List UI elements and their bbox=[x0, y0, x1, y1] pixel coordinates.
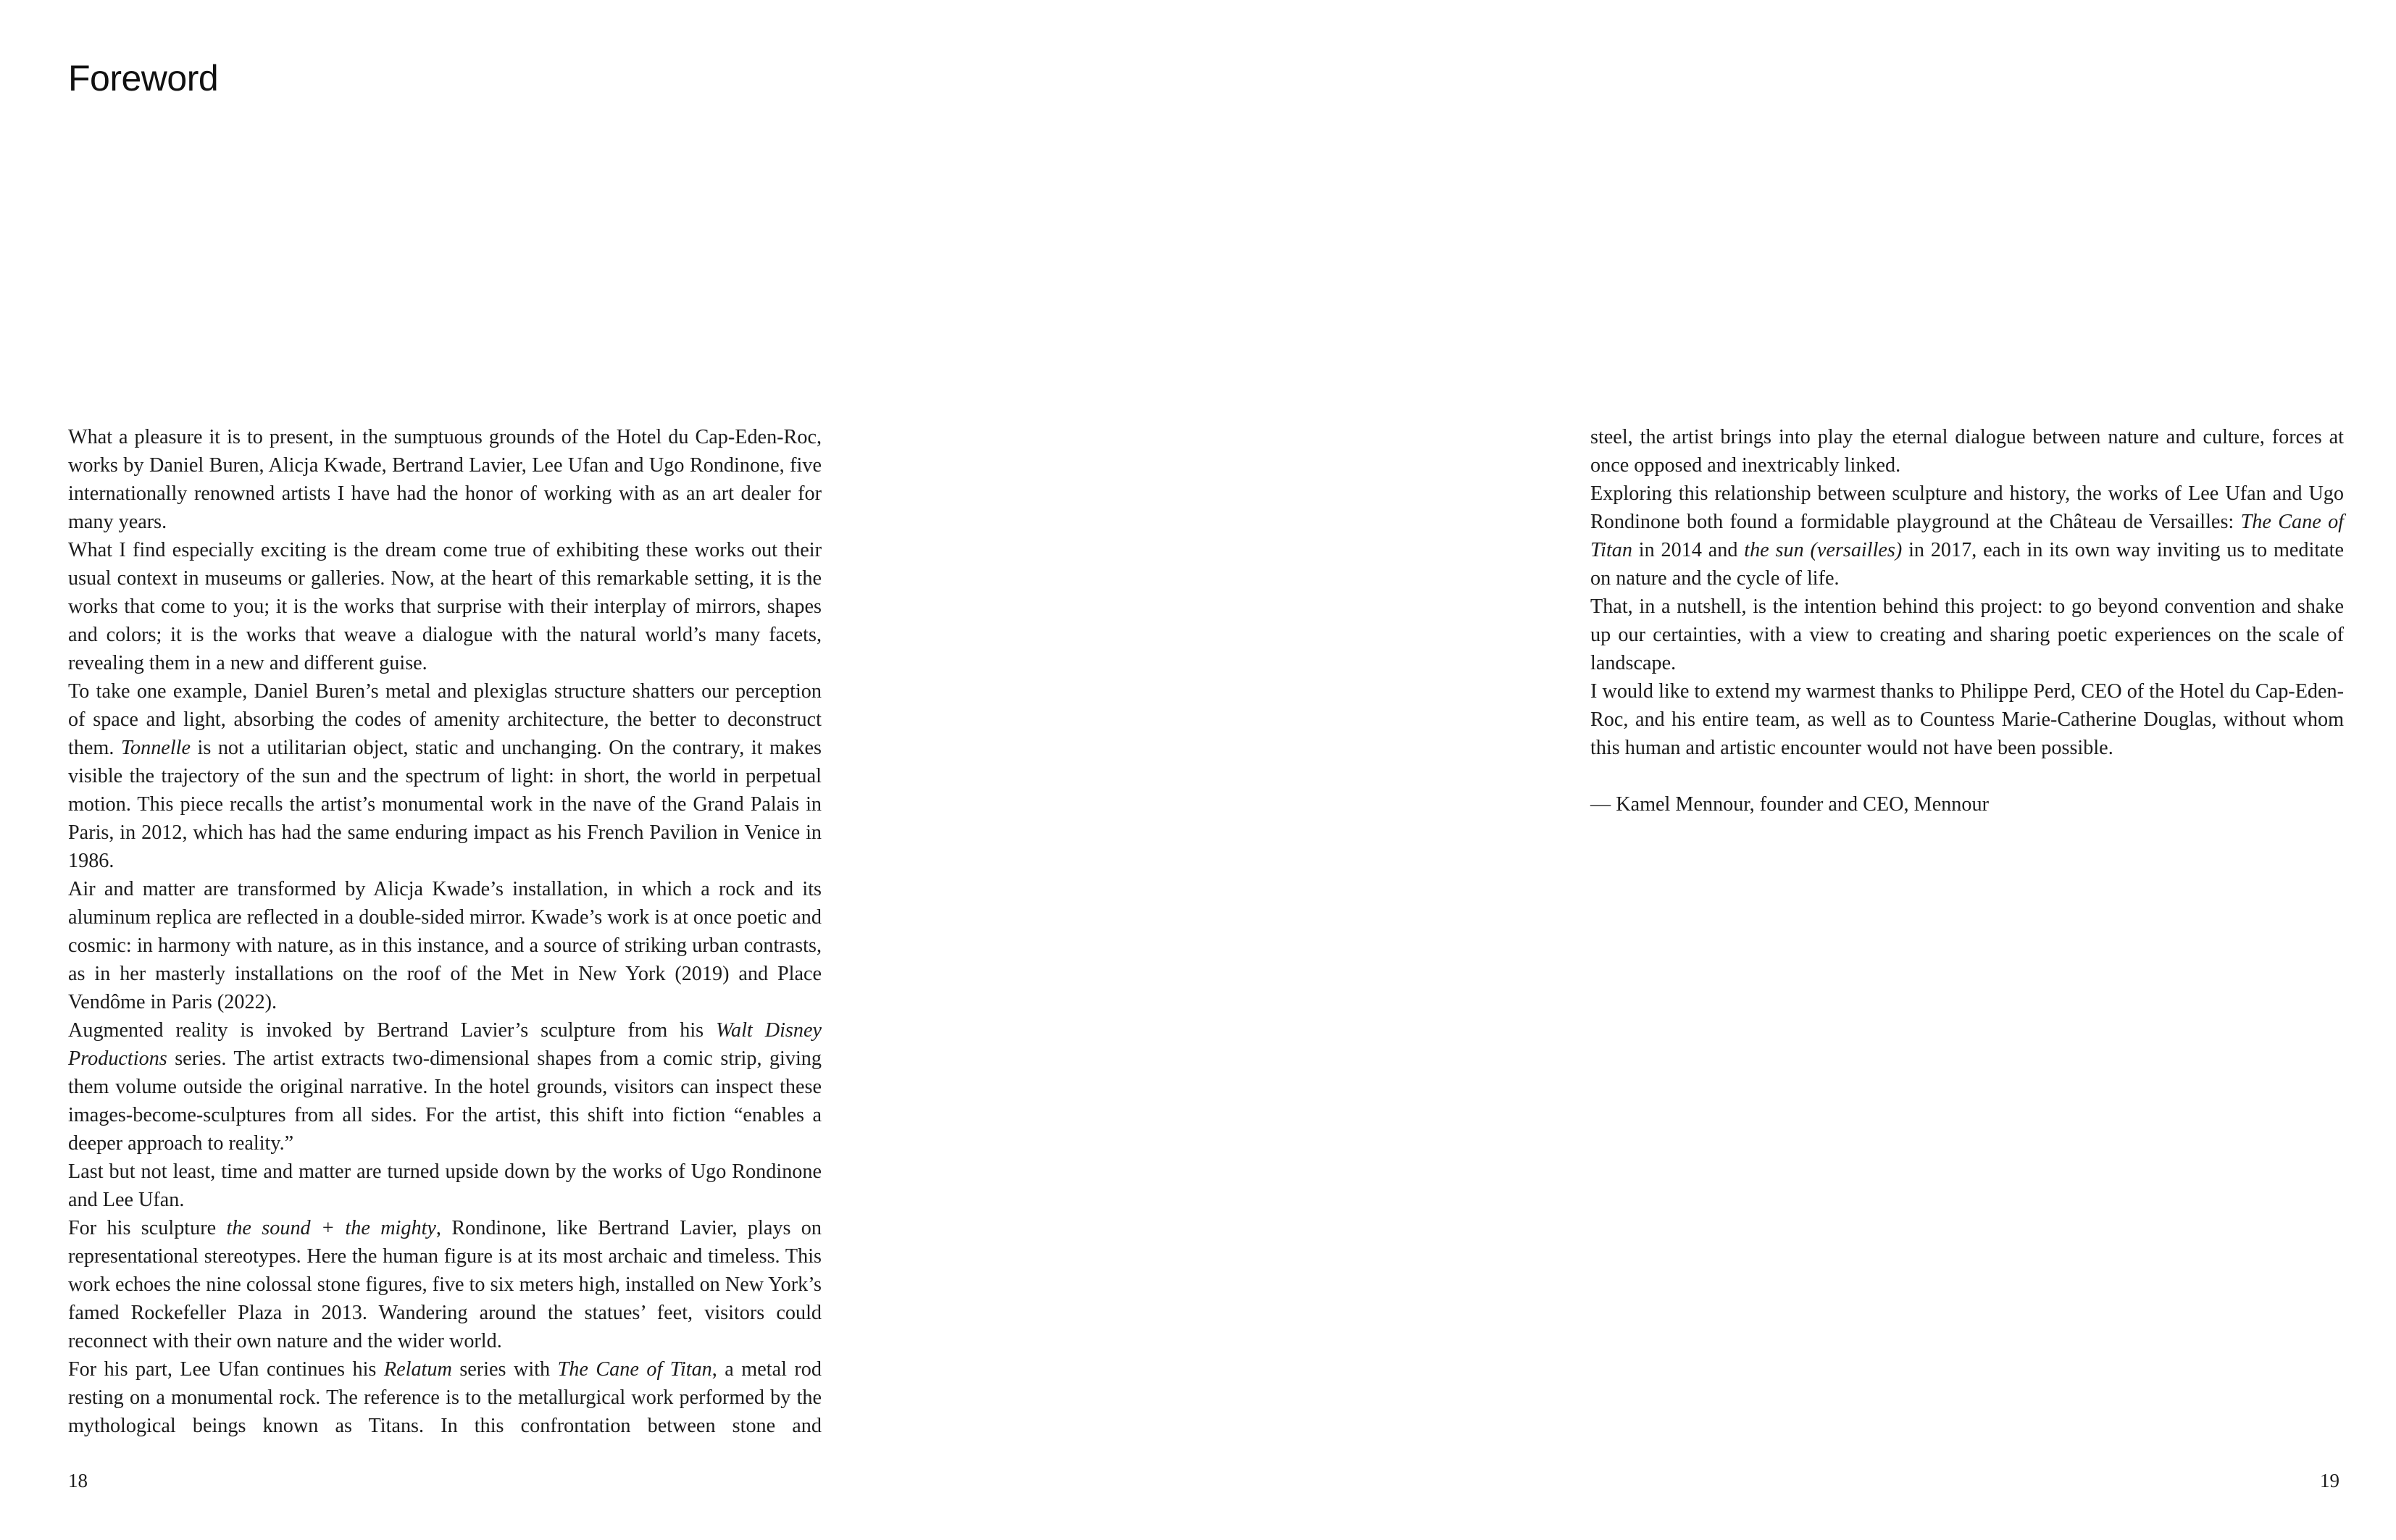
italic-title: The Cane of Titan bbox=[1590, 511, 2344, 561]
text-run: , a metal rod resting on a monumental rock. The reference is to the metallurgical work performed by the mythological beings known as Titans. In this confrontation between stone and bbox=[68, 1358, 822, 1437]
paragraph bbox=[68, 423, 822, 536]
page-number-right: 19 bbox=[2320, 1470, 2339, 1491]
paragraph bbox=[68, 875, 822, 1016]
page-title: Foreword bbox=[68, 58, 219, 99]
paragraph bbox=[1590, 423, 2344, 480]
paragraph bbox=[68, 1355, 822, 1440]
right-page bbox=[1198, 0, 2396, 1540]
text-run: For his sculpture bbox=[68, 1217, 227, 1239]
text-run: Last but not least, time and matter are turned upside down by the works of Ugo Rondinone and Lee Ufan. bbox=[68, 1160, 822, 1211]
paragraph bbox=[68, 677, 822, 875]
text-run: steel, the artist brings into play the eternal dialogue between nature and culture, forces at once opposed and inextricably linked. bbox=[1590, 426, 2344, 477]
text-run: Exploring this relationship between sculpture and history, the works of Lee Ufan and Ugo Rondinone both found a formidable playground at the Château de Versailles: bbox=[1590, 482, 2344, 533]
paragraph bbox=[68, 536, 822, 677]
page-number-left: 18 bbox=[68, 1470, 88, 1491]
text-run: is not a utilitarian object, static and unchanging. On the contrary, it makes visible the trajectory of the sun and the spectrum of light: in short, the world in perpetual motion. This piece recalls the artist’s monumental work in the nave of the Grand Palais in Paris, in 2012, which has had the same enduring impact as his French Pavilion in Venice in 1986. bbox=[68, 737, 822, 872]
left-body-text bbox=[68, 423, 822, 1440]
text-run: Air and matter are transformed by Alicja Kwade’s installation, in which a rock and its aluminum replica are reflected in a double-sided mirror. Kwade’s work is at once poetic and cosmic: in harmony with nature, as in this instance, and a source of striking urban contrasts, as in her masterly installations on the roof of the Met in New York (2019) and Place Vendôme in Paris (2022). bbox=[68, 878, 822, 1013]
italic-title: the sun (versailles) bbox=[1744, 539, 1903, 561]
text-run: series with bbox=[451, 1358, 558, 1381]
paragraph bbox=[68, 1214, 822, 1355]
text-run: in 2014 and bbox=[1632, 539, 1745, 561]
text-run: That, in a nutshell, is the intention behind this project: to go beyond convention and shake up our certainties, with a view to creating and sharing poetic experiences on the scale of landscape. bbox=[1590, 595, 2344, 674]
text-run: I would like to extend my warmest thanks to Philippe Perd, CEO of the Hotel du Cap-Eden-Roc, and his entire team, as well as to Countess Marie-Catherine Douglas, without whom this human and artistic encounter would not have been possible. bbox=[1590, 680, 2344, 759]
text-run: What a pleasure it is to present, in the sumptuous grounds of the Hotel du Cap-Eden-Roc, works by Daniel Buren, Alicja Kwade, Bertrand Lavier, Lee Ufan and Ugo Rondinone, five internationally renowned artists I have had the honor of working with as an art dealer for many years. bbox=[68, 426, 822, 533]
paragraph bbox=[68, 1158, 822, 1214]
text-run: in 2017, each in its own way inviting us to meditate on nature and the cycle of life. bbox=[1590, 539, 2344, 590]
italic-title: The Cane of Titan bbox=[557, 1358, 712, 1381]
text-run: What I find especially exciting is the dream come true of exhibiting these works out their usual context in museums or galleries. Now, at the heart of this remarkable setting, it is the works that come to you; it is the works that surprise with their interplay of mirrors, shapes and colors; it is the works that weave a dialogue with the natural world’s many facets, revealing them in a new and different guise. bbox=[68, 539, 822, 674]
signature: — Kamel Mennour, founder and CEO, Mennour bbox=[1590, 793, 1989, 816]
paragraph bbox=[68, 1016, 822, 1158]
paragraph bbox=[1590, 593, 2344, 677]
paragraph bbox=[1590, 480, 2344, 593]
italic-title: Walt Disney Productions bbox=[68, 1019, 822, 1070]
text-run: Augmented reality is invoked by Bertrand Lavier’s sculpture from his bbox=[68, 1019, 717, 1042]
text-run: For his part, Lee Ufan continues his bbox=[68, 1358, 384, 1381]
text-run: To take one example, Daniel Buren’s metal and plexiglas structure shatters our perception of space and light, absorbing the codes of amenity architecture, the better to deconstruct them. bbox=[68, 680, 822, 759]
paragraph bbox=[1590, 677, 2344, 762]
italic-title: Tonnelle bbox=[120, 737, 191, 759]
text-run: series. The artist extracts two-dimensional shapes from a comic strip, giving them volume outside the original narrative. In the hotel grounds, visitors can inspect these images-become-sculptures from all sides. For the artist, this shift into fiction “enables a deeper approach to reality.” bbox=[68, 1047, 822, 1155]
italic-title: Relatum bbox=[383, 1358, 452, 1381]
right-body-text bbox=[1590, 423, 2344, 819]
text-run: , Rondinone, like Bertrand Lavier, plays on representational stereotypes. Here the human figure is at its most archaic and timeless. This work echoes the nine colossal stone figures, five to six meters high, installed on New York’s famed Rockefeller Plaza in 2013. Wandering around the statues’ feet, visitors could reconnect with their own nature and the wider world. bbox=[68, 1217, 822, 1352]
italic-title: the sound + the mighty bbox=[226, 1217, 436, 1239]
